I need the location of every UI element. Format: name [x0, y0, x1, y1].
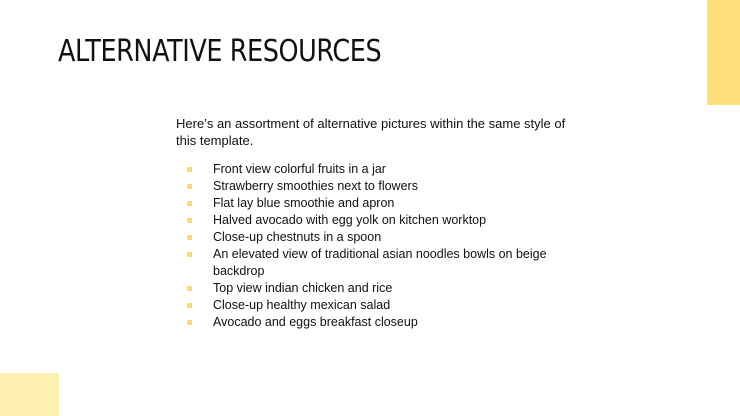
list-item [176, 229, 576, 246]
list-item-text: Top view indian chicken and rice [213, 281, 393, 295]
square-bullet-icon [187, 303, 192, 308]
list-item [176, 161, 576, 178]
list-item [176, 178, 576, 195]
list-item [176, 314, 576, 331]
square-bullet-icon [187, 184, 192, 189]
list-item-text: Front view colorful fruits in a jar [213, 162, 386, 176]
list-item [176, 297, 576, 314]
list-item [176, 195, 576, 212]
list-item-text: Avocado and eggs breakfast closeup [213, 315, 418, 329]
accent-block-bottom-left [0, 373, 59, 416]
list-item [176, 246, 576, 280]
accent-block-top-right [707, 0, 740, 105]
list-item-text: Strawberry smoothies next to flowers [213, 179, 418, 193]
list-item-text: Close-up chestnuts in a spoon [213, 230, 382, 244]
list-item-text: An elevated view of traditional asian noodles bowls on beige backdrop [213, 247, 547, 278]
square-bullet-icon [187, 218, 192, 223]
list-item [176, 212, 576, 229]
square-bullet-icon [187, 252, 192, 257]
square-bullet-icon [187, 286, 192, 291]
intro-text: Here’s an assortment of alternative pictures within the same style of this template. [176, 116, 566, 148]
square-bullet-icon [187, 320, 192, 325]
list-item-text: Close-up healthy mexican salad [213, 298, 391, 312]
resource-list [176, 161, 576, 331]
list-item-text: Flat lay blue smoothie and apron [213, 196, 395, 210]
square-bullet-icon [187, 201, 192, 206]
square-bullet-icon [187, 167, 192, 172]
content-area [176, 115, 576, 331]
list-item [176, 280, 576, 297]
list-item-text: Halved avocado with egg yolk on kitchen worktop [213, 213, 487, 227]
slide-title: ALTERNATIVE RESOURCES [58, 34, 382, 69]
square-bullet-icon [187, 235, 192, 240]
